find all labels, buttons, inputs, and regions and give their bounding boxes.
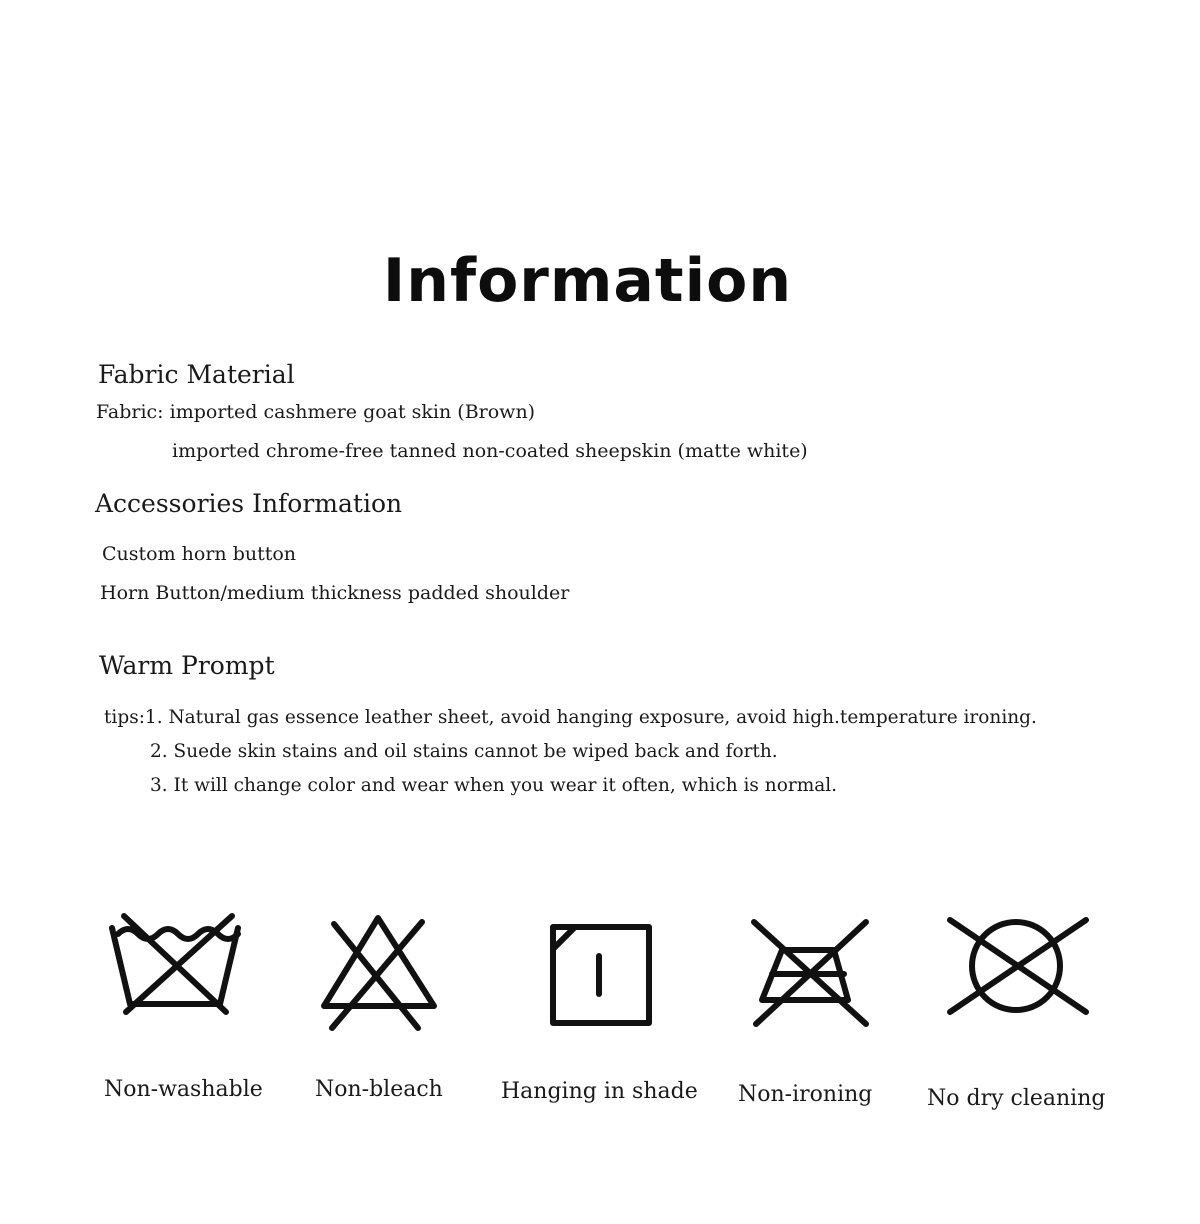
fabric-heading: Fabric Material bbox=[98, 360, 295, 389]
no-bleach-icon bbox=[318, 910, 440, 1032]
accessories-heading: Accessories Information bbox=[95, 489, 403, 518]
fabric-line-2: imported chrome-free tanned non-coated sheepskin (matte white) bbox=[172, 440, 808, 462]
no-dry-clean-icon bbox=[944, 914, 1092, 1018]
care-label: Non-washable bbox=[104, 1077, 263, 1102]
tip-line: 2. Suede skin stains and oil stains cannot be wiped back and forth. bbox=[150, 741, 778, 762]
warm-prompt-heading: Warm Prompt bbox=[99, 651, 275, 680]
accessory-item: Custom horn button bbox=[102, 543, 297, 565]
care-label: Non-bleach bbox=[315, 1077, 443, 1102]
care-label: No dry cleaning bbox=[927, 1086, 1106, 1111]
no-wash-icon bbox=[108, 912, 246, 1016]
tip-line: 3. It will change color and wear when you wear it often, which is normal. bbox=[150, 775, 838, 796]
accessory-item: Horn Button/medium thickness padded shoulder bbox=[100, 582, 570, 604]
no-iron-icon bbox=[748, 916, 874, 1032]
hang-dry-shade-icon bbox=[548, 922, 654, 1028]
page-title: Information bbox=[382, 246, 793, 316]
care-label: Hanging in shade bbox=[501, 1079, 698, 1104]
tip-line: tips:1. Natural gas essence leather sheet, avoid hanging exposure, avoid high.temperature ironing. bbox=[104, 707, 1037, 728]
care-label: Non-ironing bbox=[738, 1082, 873, 1107]
fabric-line-1: Fabric: imported cashmere goat skin (Brown) bbox=[96, 401, 536, 423]
